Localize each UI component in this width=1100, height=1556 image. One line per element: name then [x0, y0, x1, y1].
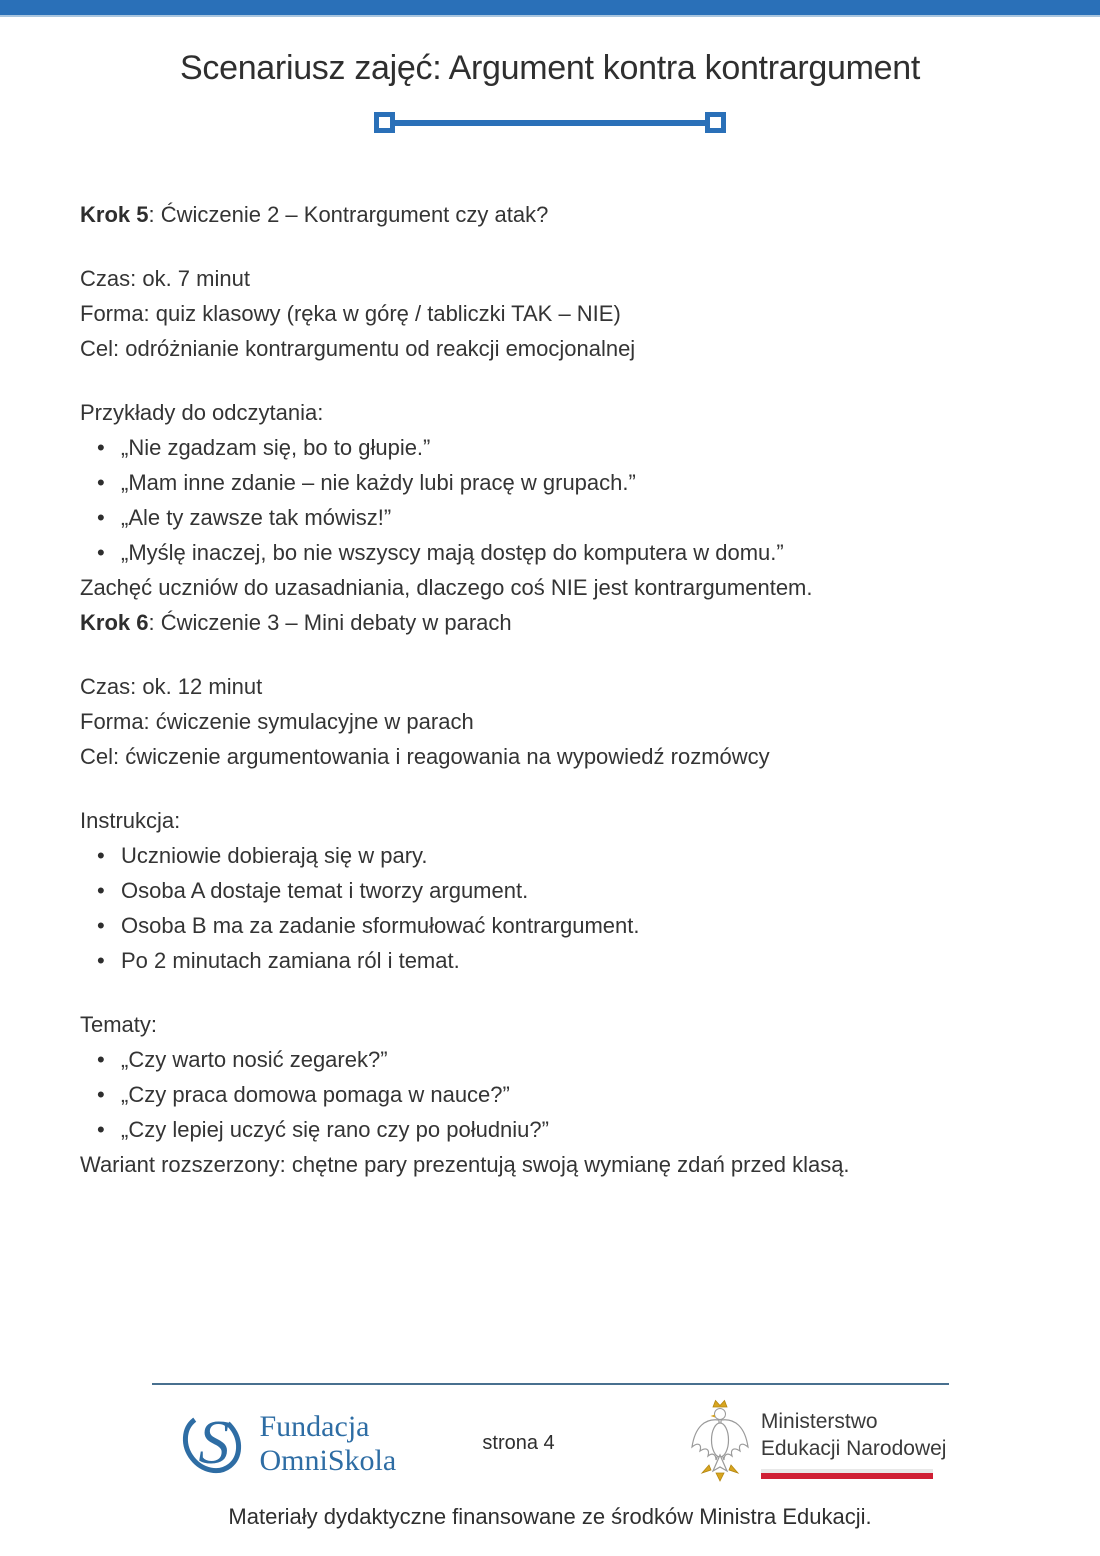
list-item: • Osoba A dostaje temat i tworzy argument. [80, 873, 1015, 908]
step-5-goal: Cel: odróżnianie kontrargumentu od reakcji emocjonalnej [80, 336, 636, 361]
instructions-label: Instrukcja: [80, 808, 181, 833]
svg-text:S: S [198, 1409, 229, 1477]
page-title: Scenariusz zajęć: Argument kontra kontrargument [180, 49, 920, 87]
title-divider [374, 112, 726, 133]
topics-label: Tematy: [80, 1012, 158, 1037]
instructions-list [80, 838, 1015, 978]
step-6-form: Forma: ćwiczenie symulacyjne w parach [80, 709, 474, 734]
divider-line [395, 120, 705, 126]
examples-list [80, 430, 1015, 570]
step-5-note: Zachęć uczniów do uzasadniania, dlaczego coś NIE jest kontrargumentem. [80, 575, 813, 600]
step-5-heading [80, 197, 1015, 232]
footer-divider [152, 1383, 949, 1385]
topics-section [80, 1007, 1015, 1147]
step-5-form: Forma: quiz klasowy (ręka w górę / tabliczki TAK – NIE) [80, 301, 621, 326]
list-item: • „Czy warto nosić zegarek?” [80, 1042, 1015, 1077]
omniskola-monogram-icon [178, 1401, 250, 1486]
ministry-line-1: Ministerstwo [760, 1410, 878, 1433]
divider-right-square [705, 112, 726, 133]
footer-row [152, 1397, 949, 1490]
brand-line-1: Fundacja [259, 1409, 370, 1443]
examples-section [80, 395, 1015, 570]
page-footer [0, 1383, 1100, 1530]
list-item: • Po 2 minutach zamiana ról i temat. [80, 943, 1015, 978]
document-body [0, 197, 1100, 1182]
divider-left-square [374, 112, 395, 133]
brand-line-2: OmniSkola [259, 1443, 397, 1477]
step-6-meta [80, 669, 1015, 774]
list-item: • Osoba B ma za zadanie sformułować kontrargument. [80, 908, 1015, 943]
variant-note: Wariant rozszerzony: chętne pary prezentują swoją wymianę zdań przed klasą. [80, 1152, 850, 1177]
step-5-meta [80, 261, 1015, 366]
step-6-title: : Ćwiczenie 3 – Mini debaty w parach [148, 610, 512, 635]
ministry-line-2: Edukacji Narodowej [760, 1437, 947, 1460]
step-6-heading [80, 605, 1015, 640]
list-item: • Uczniowie dobierają się w pary. [80, 838, 1015, 873]
polish-eagle-icon [689, 1397, 751, 1490]
list-item: • „Myślę inaczej, bo nie wszyscy mają dostęp do komputera w domu.” [80, 535, 1015, 570]
fundacja-omniskola-logo [178, 1401, 397, 1486]
list-item: • „Mam inne zdanie – nie każdy lubi pracę w grupach.” [80, 465, 1015, 500]
step-6-label: Krok 6 [80, 610, 149, 635]
ministry-logo-block [689, 1397, 947, 1490]
funding-note: Materiały dydaktyczne finansowane ze środków Ministra Edukacji. [228, 1504, 872, 1529]
step-5-label: Krok 5 [80, 202, 149, 227]
examples-label: Przykłady do odczytania: [80, 400, 324, 425]
topics-list [80, 1042, 1015, 1147]
list-item: • „Ale ty zawsze tak mówisz!” [80, 500, 1015, 535]
instructions-section [80, 803, 1015, 978]
step-5-title: : Ćwiczenie 2 – Kontrargument czy atak? [148, 202, 549, 227]
poland-flag-underline [761, 1469, 933, 1479]
list-item: • „Czy praca domowa pomaga w nauce?” [80, 1077, 1015, 1112]
list-item: • „Nie zgadzam się, bo to głupie.” [80, 430, 1015, 465]
step-6-time: Czas: ok. 12 minut [80, 674, 263, 699]
page-number: strona 4 [482, 1432, 555, 1454]
step-6-goal: Cel: ćwiczenie argumentowania i reagowania na wypowiedź rozmówcy [80, 744, 770, 769]
list-item: • „Czy lepiej uczyć się rano czy po południu?” [80, 1112, 1015, 1147]
step-5-time: Czas: ok. 7 minut [80, 266, 250, 291]
top-accent-bar [0, 0, 1100, 17]
